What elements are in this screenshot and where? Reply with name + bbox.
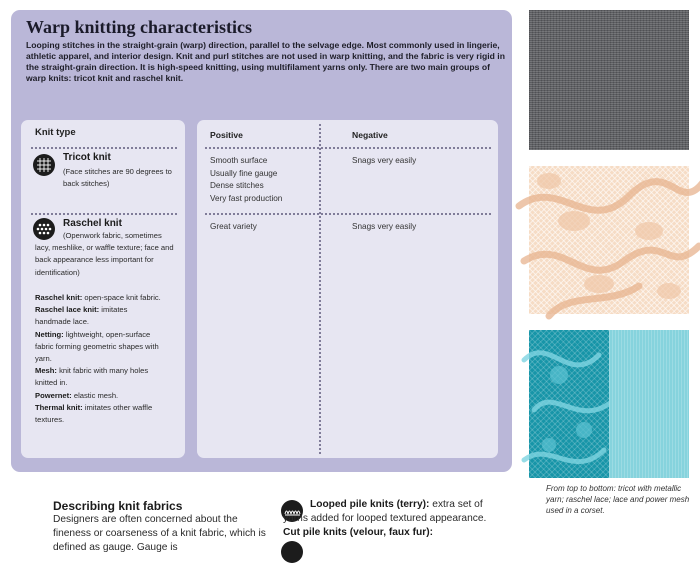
list-item: Very fast production bbox=[210, 193, 283, 203]
raschel-desc-text: (Openwork fabric, sometimes lacy, meshlike, or waffle texture; face and back appearance less important for identification) bbox=[35, 231, 174, 277]
panel-title: Warp knitting characteristics bbox=[26, 17, 252, 37]
list-item: Smooth surface bbox=[210, 156, 268, 165]
pros-cons-card bbox=[197, 120, 498, 458]
pile-term: Looped pile knits (terry): bbox=[310, 499, 430, 510]
subtype-netting bbox=[35, 329, 163, 366]
swatch-caption: From top to bottom: tricot with metallic yarn; raschel lace; lace and power mesh used in a corset. bbox=[546, 484, 690, 515]
raschel-knit-name: Raschel knit bbox=[63, 218, 122, 229]
panel-intro: Looping stitches in the straight-grain (warp) direction, parallel to the selvage edge. Most commonly used in lingerie, athletic apparel, and interior design. Knit and purl stitches are not used in warp knitting, and the fabric is very rigid in the straight-grain direction. It is high-speed knitting, using multifilament yarns only. There are two main groups of warp knits: tricot knit and raschel knit. bbox=[26, 40, 505, 83]
next-term: Cut pile knits (velour, faux fur): bbox=[283, 527, 433, 538]
knit-type-header: Knit type bbox=[35, 127, 76, 138]
subtype-text: imitates other waffle textures. bbox=[35, 402, 153, 425]
raschel-positive: Great variety bbox=[210, 222, 257, 231]
tricot-knit-name: Tricot knit bbox=[63, 152, 111, 163]
subtype-term: Mesh: bbox=[35, 366, 57, 376]
subtype-term: Raschel knit: bbox=[35, 293, 83, 302]
subtype-text: imitates handmade lace. bbox=[35, 305, 128, 327]
tricot-positive-list bbox=[210, 155, 314, 205]
tricot-stitch-icon bbox=[33, 154, 55, 176]
powermesh-panel bbox=[609, 330, 689, 478]
subtype-mesh bbox=[35, 365, 163, 389]
subtype-powernet bbox=[35, 390, 163, 402]
column-divider bbox=[319, 124, 321, 454]
subtype-term: Thermal knit: bbox=[35, 402, 83, 412]
divider bbox=[31, 147, 177, 149]
subtype-term: Netting: bbox=[35, 329, 64, 339]
tricot-knit-desc: (Face stitches are 90 degrees to back stitches) bbox=[63, 167, 172, 189]
subtype-text: elastic mesh. bbox=[73, 390, 119, 400]
raschel-knit-desc bbox=[35, 230, 177, 279]
knit-type-card bbox=[21, 120, 185, 458]
divider bbox=[205, 213, 491, 215]
tricot-metallic-swatch-image bbox=[529, 10, 689, 150]
raschel-negative: Snags very easily bbox=[352, 222, 417, 231]
raschel-lace-swatch-image bbox=[529, 166, 689, 314]
subtype-raschel bbox=[35, 292, 163, 304]
section-body: Designers are often concerned about the fineness or coarseness of a knit fabric, which is defined as gauge. Gauge is bbox=[53, 514, 266, 553]
subtype-text: open-space knit fabric. bbox=[84, 293, 161, 302]
subtype-raschel-lace bbox=[35, 304, 163, 328]
subtype-thermal bbox=[35, 402, 163, 426]
list-item: Usually fine gauge bbox=[210, 168, 278, 178]
tricot-negative: Snags very easily bbox=[352, 156, 417, 165]
subtype-text: knit fabric with many holes knitted in. bbox=[35, 366, 149, 388]
section-title: Describing knit fabrics bbox=[53, 499, 183, 513]
divider bbox=[205, 147, 491, 149]
divider bbox=[31, 213, 177, 215]
lace-powermesh-swatch-image bbox=[529, 330, 689, 478]
subtype-term: Powernet: bbox=[35, 390, 72, 400]
subtype-text: lightweight, open-surface fabric forming geometric shapes with yarn. bbox=[35, 329, 159, 364]
looped-pile-text bbox=[283, 498, 493, 546]
subtype-term: Raschel lace knit: bbox=[35, 305, 100, 315]
positive-header: Positive bbox=[210, 130, 243, 140]
raschel-subtypes bbox=[35, 292, 163, 426]
pile-desc: extra set of yarns added for looped textured appearance. bbox=[283, 499, 487, 524]
list-item: Dense stitches bbox=[210, 181, 264, 190]
lace-panel bbox=[529, 330, 609, 478]
negative-header: Negative bbox=[352, 130, 388, 140]
